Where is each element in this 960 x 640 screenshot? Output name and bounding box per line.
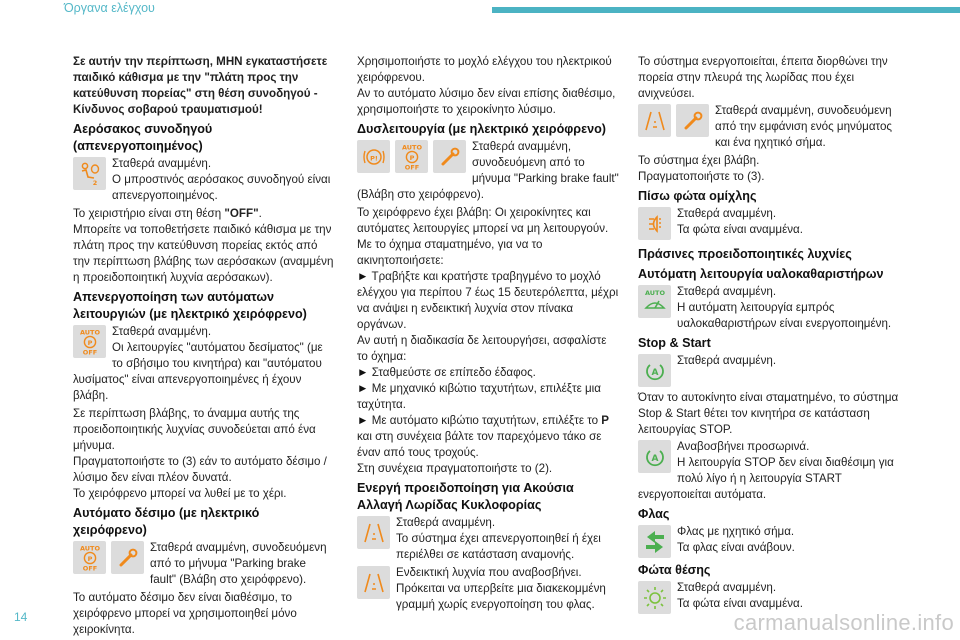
auto-p-off-icon [395, 140, 428, 173]
entry-passenger-airbag: 2 Σταθερά αναμμένη. Ο μπροστινός αερόσακος συνοδηγού είναι απενεργοποιημένος. [73, 156, 335, 204]
list-item: ► Με μηχανικό κιβώτιο ταχυτήτων, επιλέξτε μια ταχύτητα. [357, 382, 601, 411]
column-1: Σε αυτήν την περίπτωση, ΜΗΝ εγκαταστήσετε παιδικό κάθισμα με την "πλάτη προς την κατεύθυνση πορείας" στη θέση συνοδηγού - Κίνδυνος σοβαρού τραυματισμού! Αερόσακος συνοδηγού (απενεργοποιημένος) 2 Σταθερά αναμμένη. Ο μπροστινός αερόσακος συνοδηγού είναι απενεργοποιημένος. Το χειριστήριο είναι στη θέση "OFF". Μπορείτε να τοποθετήσετε παιδικό κάθισμα με την πλάτη προς την κατεύθυνση πορείας εκτός από την περίπτωση βλάβης των αερόσακων (αναμμένη η προειδοποιητική λυχνία αερόσακων). Απενεργοποίηση των αυτόματων λειτουργιών (με ηλεκτρικό χειρόφρενο) AUTO P OFF Σταθερά αναμμένη. Οι λειτουργίες "αυτόματου δεσίματος" (με το σβήσιμο του κινητήρα) και "αυτόματου λυσίματος" είναι απενεργοποιημένες ή έχουν βλάβη. Σε περίπτωση βλάβης, το άναμμα αυτής της προειδοποιητικής λυχνίας συνοδεύεται από ένα μήνυμα. Πραγματοποιήστε το (3) εάν το αυτόματο δέσιμο / λύσιμο δεν είναι πλέον δυνατά. Το χειρόφρενο μπορεί να λυθεί με το χέρι. Αυτόματο δέσιμο (με ηλεκτρικό χειρόφρενο) AUTO P OFF Σταθερά αναμμένη, συνοδευόμενη από το μήνυμα "Parking brake fault" (Βλάβη στο χειρόφρενο). Το αυτόματο δέσιμο δεν είναι διαθέσιμο, το χειρόφρενο μπορεί να χρησιμοποιηθεί μόνο χειροκίνητα. [73, 55, 334, 636]
entry-rear-fog: Σταθερά αναμμένη. Τα φώτα είναι αναμμένα. [638, 206, 900, 241]
heading-stop-start: Stop & Start [638, 336, 711, 350]
entry-auto-apply: AUTO P OFF Σταθερά αναμμένη, συνοδευόμενη από το μήνυμα "Parking brake fault" (Βλάβη στο χειρόφρενο). [73, 540, 335, 588]
airbag-off-icon [73, 157, 106, 190]
entry-auto-wipers: AUTO Σταθερά αναμμένη. Η αυτόματη λειτουργία εμπρός υαλοκαθαριστήρων είναι ενεργοποιημένη. [638, 284, 900, 332]
stop-start-icon [638, 440, 671, 473]
entry-malfunction: P! AUTO P OFF Σταθερά αναμμένη, συνοδευόμενη από το μήνυμα "Parking brake fault" (Βλάβη στο χειρόφρενο). [357, 140, 619, 201]
entry-side-lights: Σταθερά αναμμένη. Τα φώτα είναι αναμμένα. [638, 580, 900, 615]
heading-auto-wipers: Αυτόματη λειτουργία υαλοκαθαριστήρων [638, 267, 884, 281]
svg-text:AUTO: AUTO [644, 288, 665, 297]
auto-p-off-icon [73, 541, 106, 574]
heading-malfunction: Δυσλειτουργία (με ηλεκτρικό χειρόφρενο) [357, 122, 606, 136]
column-2: Χρησιμοποιήστε το μοχλό ελέγχου του ηλεκτρικού χειρόφρενου. Αν το αυτόματο λύσιμο δεν είναι επίσης διαθέσιμο, χρησιμοποιήστε το χειροκίνητο λύσιμο. Δυσλειτουργία (με ηλεκτρικό χειρόφρενο) P! AUTO P OFF Σταθερά αναμμένη, συνοδευόμενη από το μήνυμα "Parking brake fault" (Βλάβη στο χειρόφρενο). Το χειρόφρενο έχει βλάβη: Οι χειροκίνητες και αυτόματες λειτουργίες μπορεί να μη λειτουργούν. Με το όχημα σταματημένο, για να το ακινητοποιήσετε: ► Τραβήξτε και κρατήστε τραβηγμένο το μοχλό ελέγχου για περίπου 7 έως 15 δευτερόλεπτα, μέχρι να ανάψει η ενδεικτική λυχνία στον πίνακα οργάνων. Αν αυτή η διαδικασία δε λειτουργήσει, ασφαλίστε το όχημα: ► Σταθμεύστε σε επίπεδο έδαφος. ► Με μηχανικό κιβώτιο ταχυτήτων, επιλέξτε μια ταχύτητα. ► Με αυτόματο κιβώτιο ταχυτήτων, επιλέξτε το P και στη συνέχεια βάλτε τον παρεχόμενο τάκο σε έναν από τους τροχούς. Στη συνέχεια πραγματοποιήστε το (2). Ενεργή προειδοποίηση για Ακούσια Αλλαγή Λωρίδας Κυκλοφορίας Σταθερά αναμμένη. Το σύστημα έχει απενεργοποιηθεί ή έχει περιέλθει σε κατάσταση αναμονής. Ενδεικτική λυχνία που αναβοσβήνει. Πρόκειται να υπερβείτε μια διακεκομμένη γραμμή χωρίς ενεργοποίηση του φλας. [357, 55, 619, 611]
side-lights-icon [638, 581, 671, 614]
auto-wiper-icon [638, 285, 671, 318]
svg-text:P: P [87, 554, 92, 563]
svg-text:P: P [409, 153, 414, 162]
svg-text:OFF: OFF [82, 564, 97, 572]
page-number: 14 [14, 610, 28, 624]
list-item: ► Τραβήξτε και κρατήστε τραβηγμένο το μοχλό ελέγχου για περίπου 7 έως 15 δευτερόλεπτα, μέχρι να ανάψει η ενδεικτική λυχνία στον πίνακα οργάνων. [357, 270, 619, 331]
svg-text:A: A [651, 453, 658, 464]
heading-green-lamps: Πράσινες προειδοποιητικές λυχνίες [638, 247, 852, 261]
entry-lane-departure-flashing: Ενδεικτική λυχνία που αναβοσβήνει. Πρόκειται να υπερβείτε μια διακεκομμένη γραμμή χωρίς ενεργοποίηση του φλας. [357, 565, 619, 613]
heading-rear-fog: Πίσω φώτα ομίχλης [638, 189, 757, 203]
heading-passenger-airbag: Αερόσακος συνοδηγού (απενεργοποιημένος) [73, 122, 213, 153]
svg-text:OFF: OFF [82, 348, 97, 356]
entry-lane-fault: Σταθερά αναμμένη, συνοδευόμενη από την εμφάνιση ενός μηνύματος και ένα ηχητικό σήμα. [638, 103, 900, 151]
svg-text:AUTO: AUTO [79, 544, 100, 552]
svg-text:OFF: OFF [404, 163, 419, 171]
entry-stop-start: A Σταθερά αναμμένη. [638, 353, 900, 388]
turn-signal-icon [638, 525, 671, 558]
header-accent-bar [492, 7, 960, 13]
entry-indicators: Φλας με ηχητικό σήμα. Τα φλας είναι ανάβουν. [638, 524, 900, 559]
airbag-switch-text: Το χειριστήριο είναι στη θέση "OFF". [73, 207, 262, 220]
heading-indicators: Φλας [638, 507, 670, 521]
list-item: ► Σταθμεύστε σε επίπεδο έδαφος. [357, 366, 536, 379]
heading-auto-functions: Απενεργοποίηση των αυτόματων λειτουργιών (με ηλεκτρικό χειρόφρενο) [73, 290, 307, 321]
lane-departure-icon [357, 516, 390, 549]
svg-text:2: 2 [92, 178, 97, 187]
entry-stop-start-flashing: A Αναβοσβήνει προσωρινά. Η λειτουργία STOP δεν είναι διαθέσιμη για πολύ λίγο ή η λειτουργία START ενεργοποιείται αυτόματα. [638, 440, 894, 501]
warning-text: Σε αυτήν την περίπτωση, ΜΗΝ εγκαταστήσετε παιδικό κάθισμα με την "πλάτη προς την κατεύθυνση πορείας" στη θέση συνοδηγού - Κίνδυνος σοβαρού τραυματισμού! [73, 55, 328, 116]
svg-text:P: P [87, 338, 92, 347]
svg-text:AUTO: AUTO [79, 328, 100, 336]
svg-text:AUTO: AUTO [401, 143, 422, 151]
rear-fog-light-icon [638, 207, 671, 240]
lane-departure-icon [638, 104, 671, 137]
entry-auto-functions: AUTO P OFF Σταθερά αναμμένη. Οι λειτουργίες "αυτόματου δεσίματος" (με το σβήσιμο του κινητήρα) και "αυτόματου λυσίματος" είναι απενεργοποιημένες ή έχουν βλάβη. [73, 325, 323, 402]
wrench-icon [111, 541, 144, 574]
heading-lane-departure: Ενεργή προειδοποίηση για Ακούσια Αλλαγή Λωρίδας Κυκλοφορίας [357, 481, 574, 512]
list-item: ► Με αυτόματο κιβώτιο ταχυτήτων, επιλέξτε το P και στη συνέχεια βάλτε τον παρεχόμενο τάκο σε έναν από τους τροχούς. [357, 414, 610, 459]
svg-text:A: A [651, 367, 658, 378]
column-3: Το σύστημα ενεργοποιείται, έπειτα διορθώνει την πορεία στην πλευρά της λωρίδας που έχει ανιχνεύσει. Σταθερά αναμμένη, συνοδευόμενη από την εμφάνιση ενός μηνύματος και ένα ηχητικό σήμα. Το σύστημα έχει βλάβη. Πραγματοποιήστε το (3). Πίσω φώτα ομίχλης Σταθερά αναμμένη. Τα φώτα είναι αναμμένα. Πράσινες προειδοποιητικές λυχνίες Αυτόματη λειτουργία υαλοκαθαριστήρων AUTO Σταθερά αναμμένη. Η αυτόματη λειτουργία εμπρός υαλοκαθαριστήρων είναι ενεργοποιημένη. Stop & Start A Σταθερά αναμμένη. Όταν το αυτοκίνητο είναι σταματημένο, το σύστημα Stop & Start θέτει τον κινητήρα σε κατάσταση λειτουργίας STOP. A Αναβοσβήνει προσωρινά. Η λειτουργία STOP δεν είναι διαθέσιμη για πολύ λίγο ή η λειτουργία START ενεργοποιείται αυτόματα. Φλας Φλας με ηχητικό σήμα. Τα φλας είναι ανάβουν. Φώτα θέσης Σταθερά αναμμένη. Τα φώτα είναι αναμμένα. [638, 54, 900, 617]
lane-departure-icon [357, 566, 390, 599]
heading-auto-apply: Αυτόματο δέσιμο (με ηλεκτρικό χειρόφρενο) [73, 506, 260, 537]
svg-text:P!: P! [369, 154, 378, 162]
wrench-icon [433, 140, 466, 173]
header-title: Όργανα ελέγχου [64, 1, 155, 15]
wrench-icon [676, 104, 709, 137]
stop-start-icon [638, 354, 671, 387]
heading-side-lights: Φώτα θέσης [638, 563, 711, 577]
entry-lane-departure: Σταθερά αναμμένη. Το σύστημα έχει απενεργοποιηθεί ή έχει περιέλθει σε κατάσταση αναμονής. [357, 515, 619, 563]
watermark: carmanualsonline.info [733, 610, 954, 635]
auto-p-off-icon [73, 325, 106, 358]
brake-fault-icon [357, 140, 390, 173]
